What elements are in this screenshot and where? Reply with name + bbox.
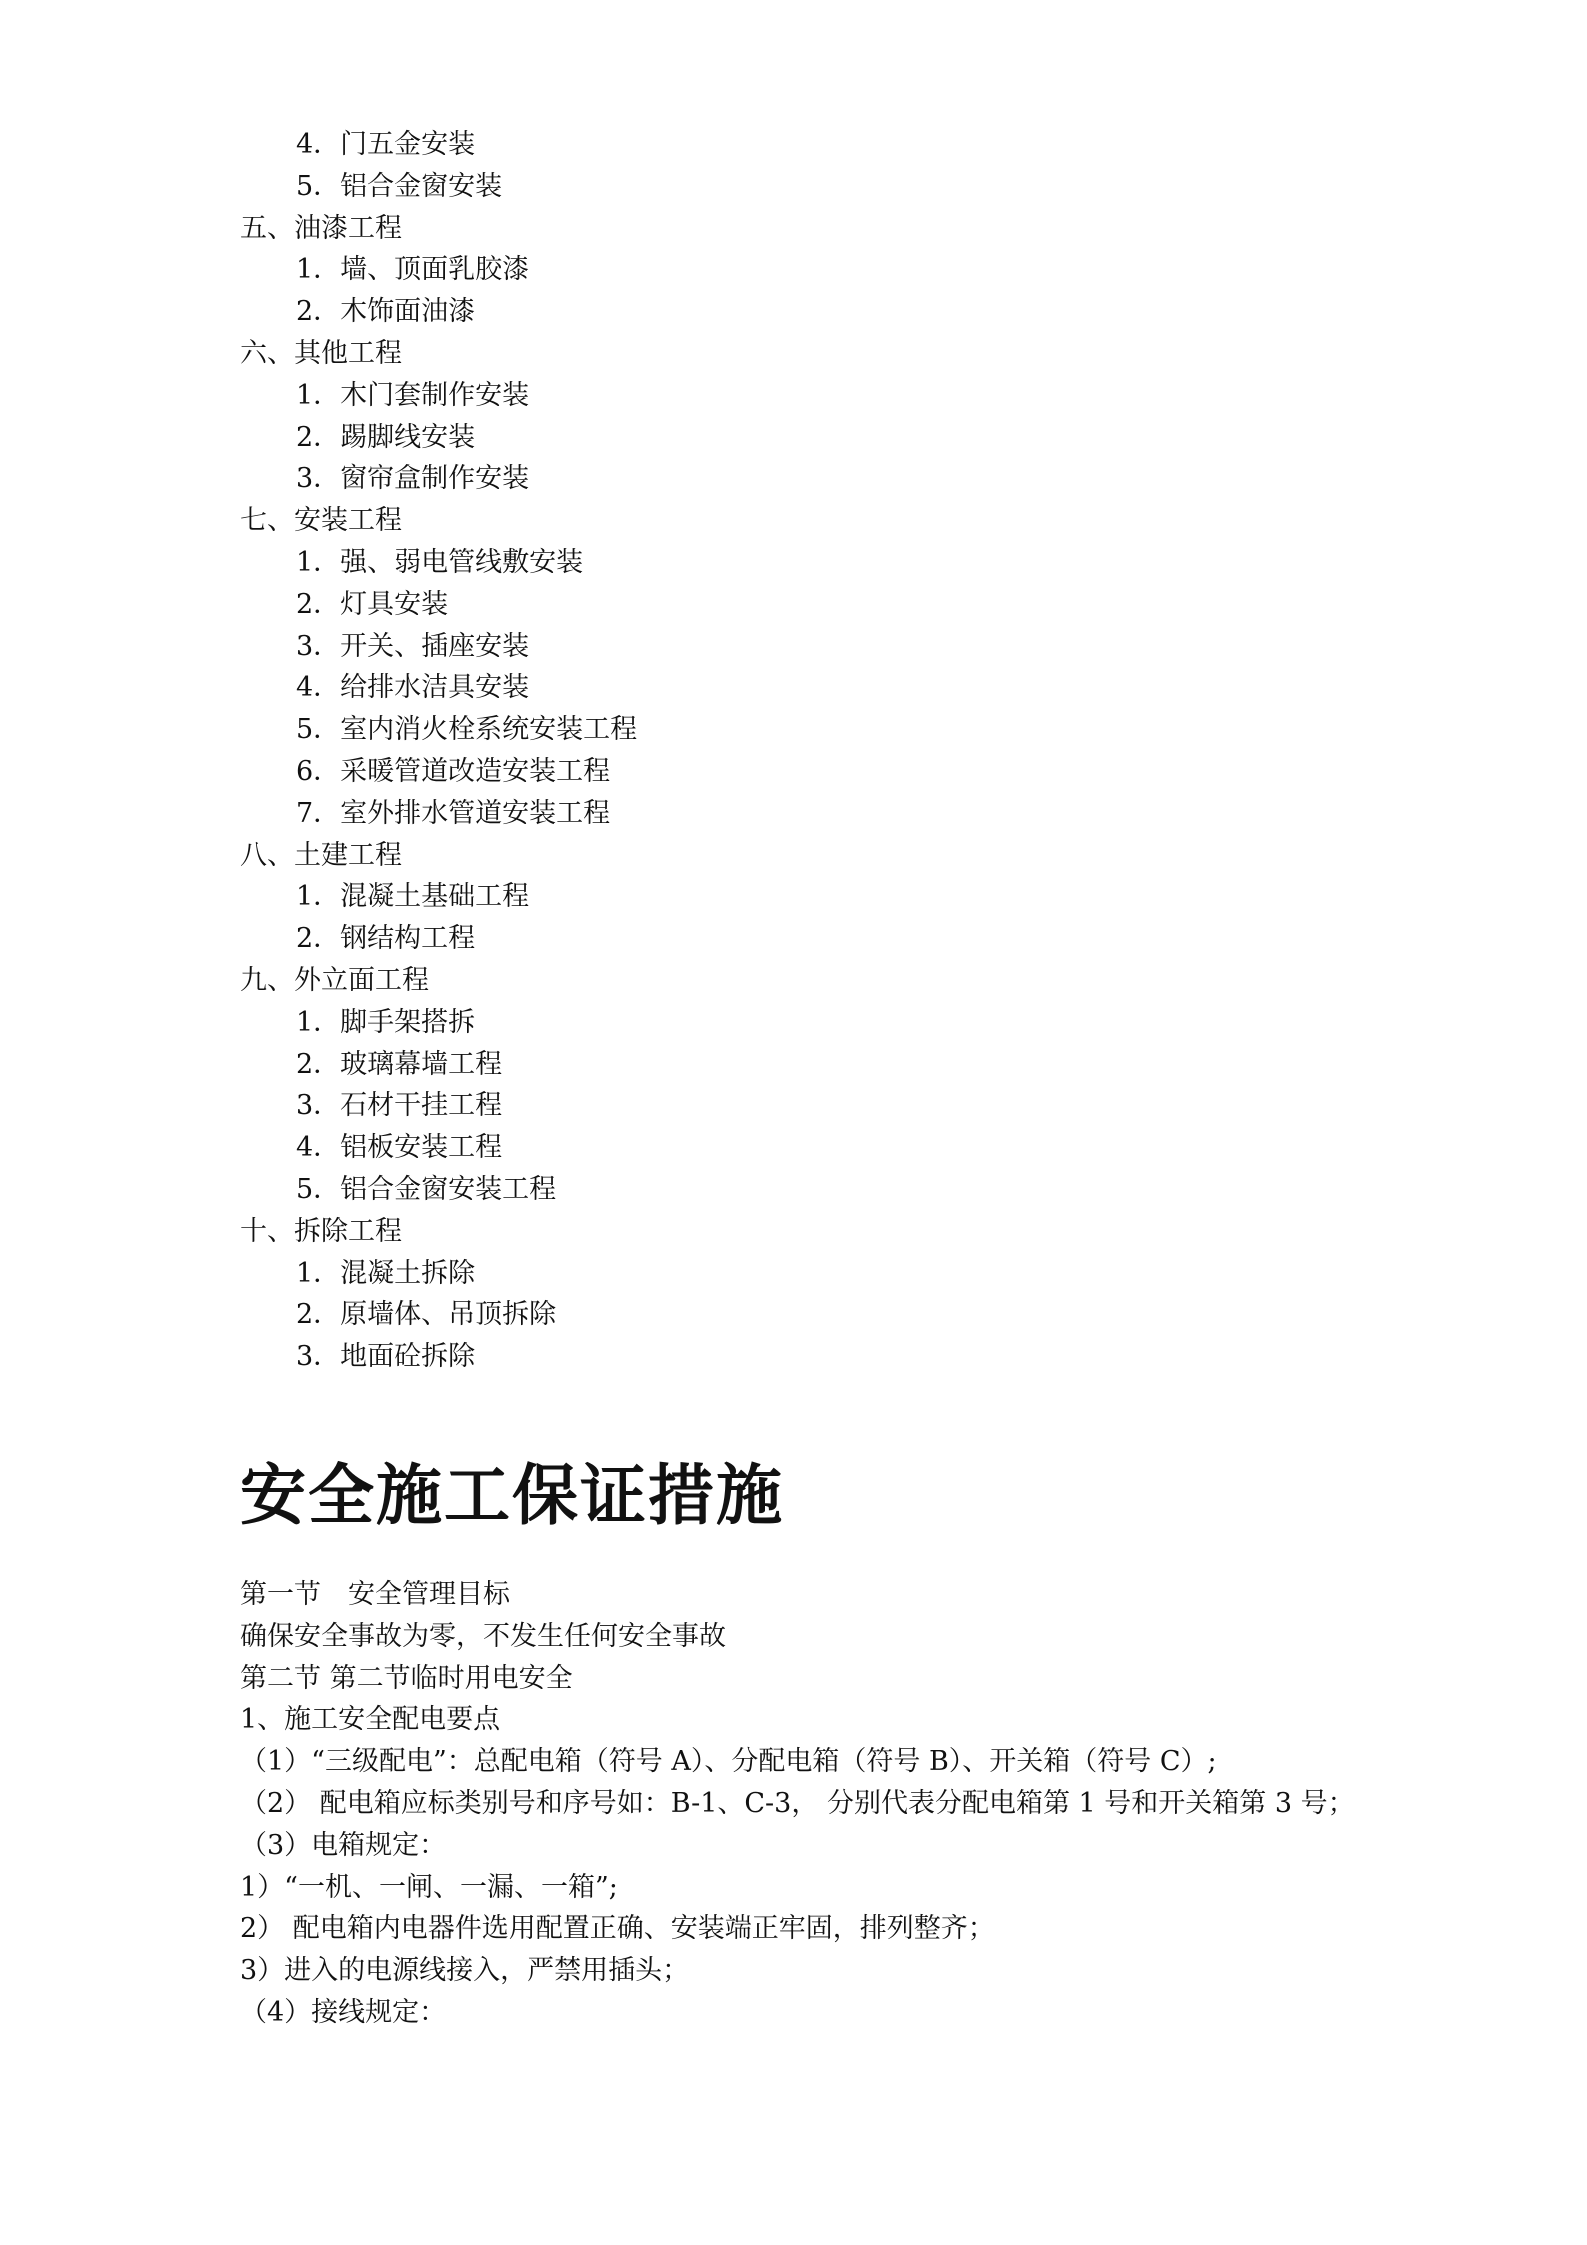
outline-item: 3．石材干挂工程 [296, 1090, 503, 1122]
outline-item: 1．混凝土拆除 [296, 1257, 476, 1289]
safety-measures-body [240, 1574, 1490, 2034]
outline-item: 1．混凝土基础工程 [296, 881, 530, 913]
outline-item: 6．采暖管道改造安装工程 [296, 755, 611, 787]
outline-section-title: 八、土建工程 [240, 839, 402, 871]
outline-item: 4．铝板安装工程 [296, 1132, 503, 1164]
outline-section-title: 十、拆除工程 [240, 1215, 402, 1247]
outline-item: 2．木饰面油漆 [296, 296, 476, 328]
outline-section-title: 五、油漆工程 [240, 212, 402, 244]
body-paragraph: 1）“一机、一闸、一漏、一箱”; [240, 1871, 618, 1903]
subsection-title: 第一节 安全管理目标 [240, 1579, 510, 1610]
outline-section-title: 六、其他工程 [240, 337, 402, 369]
outline-item: 2．灯具安装 [296, 588, 449, 620]
outline-section-title: 九、外立面工程 [240, 964, 429, 996]
body-paragraph: 1、施工安全配电要点 [240, 1704, 501, 1736]
outline-item: 2．钢结构工程 [296, 923, 476, 955]
outline-item: 1．脚手架搭拆 [296, 1006, 476, 1038]
outline-section-title: 七、安装工程 [240, 505, 402, 537]
outline-item: 1．木门套制作安装 [296, 379, 530, 411]
outline-item: 1．强、弱电管线敷安装 [296, 546, 584, 578]
outline-item: 3．地面砼拆除 [296, 1341, 476, 1373]
body-paragraph: 3）进入的电源线接入，严禁用插头； [240, 1955, 690, 1987]
outline-item: 3．开关、插座安装 [296, 630, 530, 662]
body-paragraph: （4）接线规定： [240, 1996, 447, 2028]
outline-item: 3．窗帘盒制作安装 [296, 463, 530, 495]
outline-item: 4．给排水洁具安装 [296, 672, 530, 704]
body-paragraph: （2） 配电箱应标类别号和序号如：B-1、C-3， 分别代表分配电箱第 1 号和开关箱第 3 号； [240, 1787, 1355, 1819]
outline-item: 1．墙、顶面乳胶漆 [296, 254, 530, 286]
body-paragraph: （3）电箱规定： [240, 1829, 447, 1861]
outline-item: 5．铝合金窗安装工程 [296, 1173, 557, 1205]
body-paragraph: 确保安全事故为零，不发生任何安全事故 [240, 1620, 726, 1652]
body-paragraph: 2） 配电箱内电器件选用配置正确、安装端正牢固，排列整齐； [240, 1913, 995, 1945]
project-outline-list [240, 124, 1440, 1378]
outline-item: 4．门五金安装 [296, 129, 476, 160]
outline-item: 5．铝合金窗安装 [296, 170, 503, 202]
outline-item: 7．室外排水管道安装工程 [296, 797, 611, 829]
body-paragraph: （1）“三级配电”：总配电箱（符号 A）、分配电箱（符号 B）、开关箱（符号 C）; [240, 1746, 1217, 1778]
outline-item: 2．玻璃幕墙工程 [296, 1048, 503, 1080]
outline-item: 2．踢脚线安装 [296, 421, 476, 453]
section-heading: 安全施工保证措施 [240, 1456, 784, 1534]
outline-item: 5．室内消火栓系统安装工程 [296, 714, 638, 746]
subsection-title: 第二节 第二节临时用电安全 [240, 1662, 573, 1694]
outline-item: 2．原墙体、吊顶拆除 [296, 1299, 557, 1331]
